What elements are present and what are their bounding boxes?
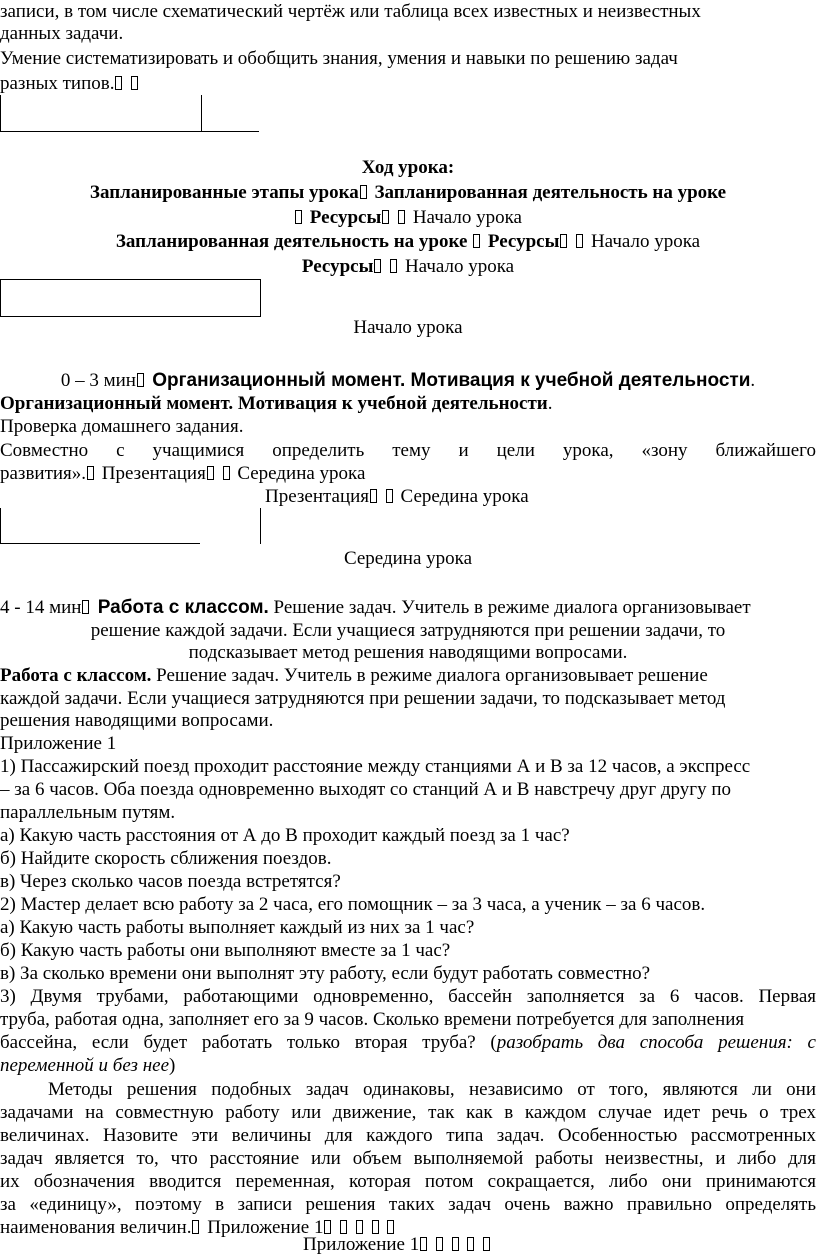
text-line: их обозначения вводится переменная, которая потом сокращается, либо они принимаются [0,1171,816,1192]
section-title: Начало урока [353,317,463,338]
table-border [0,131,259,132]
text-span: бассейна, если будет работать только вторая труба? ( [0,1032,497,1053]
text-span: Запланированная деятельность на уроке [115,231,473,252]
text-line: Проверка домашнего задания. [0,416,244,437]
text-line: задачами на совместную работу или движение, так как в каждом случае идет речь о трех [0,1102,816,1123]
text-line: решения наводящими вопросами. [0,710,274,731]
missing-glyph-icon [473,234,480,248]
text-line: за «единицу», поэтому в записи решения таких задач очень важно правильно определять [0,1194,816,1215]
missing-glyph-icon [387,1220,394,1234]
text-line: труба, работая одна, заполняет его за 9 часов. Сколько времени потребуется для заполнения [0,1009,745,1030]
missing-glyph-icon [467,1237,474,1251]
heading-line [0,230,816,254]
missing-glyph-icon [382,210,389,224]
text-span: Ресурсы [301,256,374,277]
text-line: подсказывает метод решения наводящими вопросами. [188,642,628,663]
missing-glyph-icon [386,489,393,503]
table-border [260,508,261,544]
text-line: Методы решения подобных задач одинаковы, независимо от того, являются ли они [48,1079,816,1100]
text-line: Приложение 1 [0,733,117,754]
text-span: Презентация [265,486,370,507]
text-span: Решение задач. Учитель в режиме диалога организовывает [268,597,751,618]
stage-line [0,369,816,393]
text-line: данных задачи. [0,23,124,44]
text-line: 3) Двумя трубами, работающими одновременно, бассейн заполняется за 6 часов. Первая [0,986,816,1007]
text-line: в) Через сколько часов поезда встретятся? [0,871,341,892]
text-line: б) Найдите скорость сближения поездов. [0,848,332,869]
missing-glyph-icon [340,1220,347,1234]
missing-glyph-icon [436,1237,443,1251]
text-line: каждой задачи. Если учащиеся затрудняются при решении задачи, то подсказывает метод [0,688,726,709]
heading-line [0,255,816,279]
missing-glyph-icon [560,234,567,248]
missing-glyph-icon [452,1237,459,1251]
text-span: разобрать два способа решения: с [496,1032,816,1053]
missing-glyph-icon [356,1220,363,1234]
text-span: Запланированная деятельность на уроке [369,182,727,203]
text-span: Начало урока [586,231,701,252]
section-title: Середина урока [343,548,473,569]
text-span: Ресурсы [305,207,382,228]
text-span: ) [169,1055,176,1076]
missing-glyph-icon [324,1220,331,1234]
text-span: . [547,393,553,414]
table-border [201,95,202,132]
text-span: Запланированные этапы урока [89,182,359,203]
heading-line [0,206,816,230]
text-span: наименования величин. [0,1217,192,1238]
missing-glyph-icon [370,489,377,503]
text-span: Решение задач. Учитель в режиме диалога организовывает решение [151,665,708,686]
missing-glyph-icon [137,373,144,387]
table-border [0,95,1,132]
text-line [0,1031,816,1055]
missing-glyph-icon [192,1220,199,1234]
text-line: Совместно с учащимися определить тему и цели урока, «зону ближайшего [0,440,816,461]
text-span: разных типов. [0,73,115,94]
text-line: в) За сколько времени они выполнят эту работу, если будут работать совместно? [0,963,651,984]
text-line [0,392,552,416]
stage-line [0,596,751,620]
text-span: Ресурсы [483,231,560,252]
text-line [0,462,365,486]
text-span: 0 – 3 мин [60,370,136,391]
missing-glyph-icon [223,466,230,480]
missing-glyph-icon [115,76,122,90]
text-line: задач является то, что расстояние или объем выполняемой работы неизвестны, и либо для [0,1148,816,1169]
missing-glyph-icon [390,259,397,273]
missing-glyph-icon [87,466,94,480]
text-span: . [750,370,756,391]
missing-glyph-icon [131,76,138,90]
text-span: Начало урока [400,256,515,277]
text-line: 1) Пассажирский поезд проходит расстояние между станциями А и В за 12 часов, а экспресс [0,756,751,777]
text-line: а) Какую часть работы выполняет каждый из них за 1 час? [0,917,475,938]
text-span: переменной и без нее [0,1055,169,1076]
text-line: – за 6 часов. Оба поезда одновременно выходят со станций А и В навстречу друг другу по [0,779,731,800]
missing-glyph-icon [372,1220,379,1234]
missing-glyph-icon [483,1237,490,1251]
text-span: Середина урока [395,486,529,507]
text-line [0,72,141,96]
text-span: Организационный момент. Мотивация к учебной деятельности [0,393,548,414]
text-line: б) Какую часть работы они выполняют вместе за 1 час? [0,940,451,961]
text-span: Работа с классом. [0,665,152,686]
text-line [0,1054,175,1078]
text-line: а) Какую часть расстояния от А до В проходит каждый поезд за 1 час? [0,825,570,846]
text-span: Работа с классом. [92,597,269,618]
missing-glyph-icon [420,1237,427,1251]
missing-glyph-icon [576,234,583,248]
text-line: записи, в том числе схематический чертёж или таблица всех известных и неизвестных [0,1,701,22]
missing-glyph-icon [207,466,214,480]
text-span: 4 - 14 мин [0,597,82,618]
text-line: Умение систематизировать и обобщить знания, умения и навыки по решению задач [0,48,678,69]
text-line [0,664,708,688]
text-span: Приложение 1 [303,1234,420,1255]
text-line [265,485,529,509]
table-cell-box [0,279,261,317]
missing-glyph-icon [295,210,302,224]
table-border [0,508,1,544]
missing-glyph-icon [82,600,89,614]
text-span: Презентация [97,463,206,484]
text-span: Начало урока [408,207,522,228]
text-line: 2) Мастер делает всю работу за 2 часа, его помощник – за 3 часа, а ученик – за 6 часов. [0,894,706,915]
text-line: параллельным путям. [0,802,176,823]
missing-glyph-icon [360,185,367,199]
text-span: Приложение 1 [202,1217,324,1238]
text-span: Организационный момент. Мотивация к учебной деятельности [146,370,751,391]
heading-line [0,181,816,205]
lesson-heading: Ход урока: [361,157,455,178]
text-line: величинах. Назовите эти величины для каждого типа задач. Особенностью рассмотренных [0,1125,816,1146]
text-span: развития». [0,463,87,484]
table-border [0,543,200,544]
missing-glyph-icon [374,259,381,273]
text-line: решение каждой задачи. Если учащиеся затрудняются при решении задачи, то [90,620,726,641]
text-span: Середина урока [232,463,366,484]
missing-glyph-icon [398,210,405,224]
text-line [303,1233,493,1257]
